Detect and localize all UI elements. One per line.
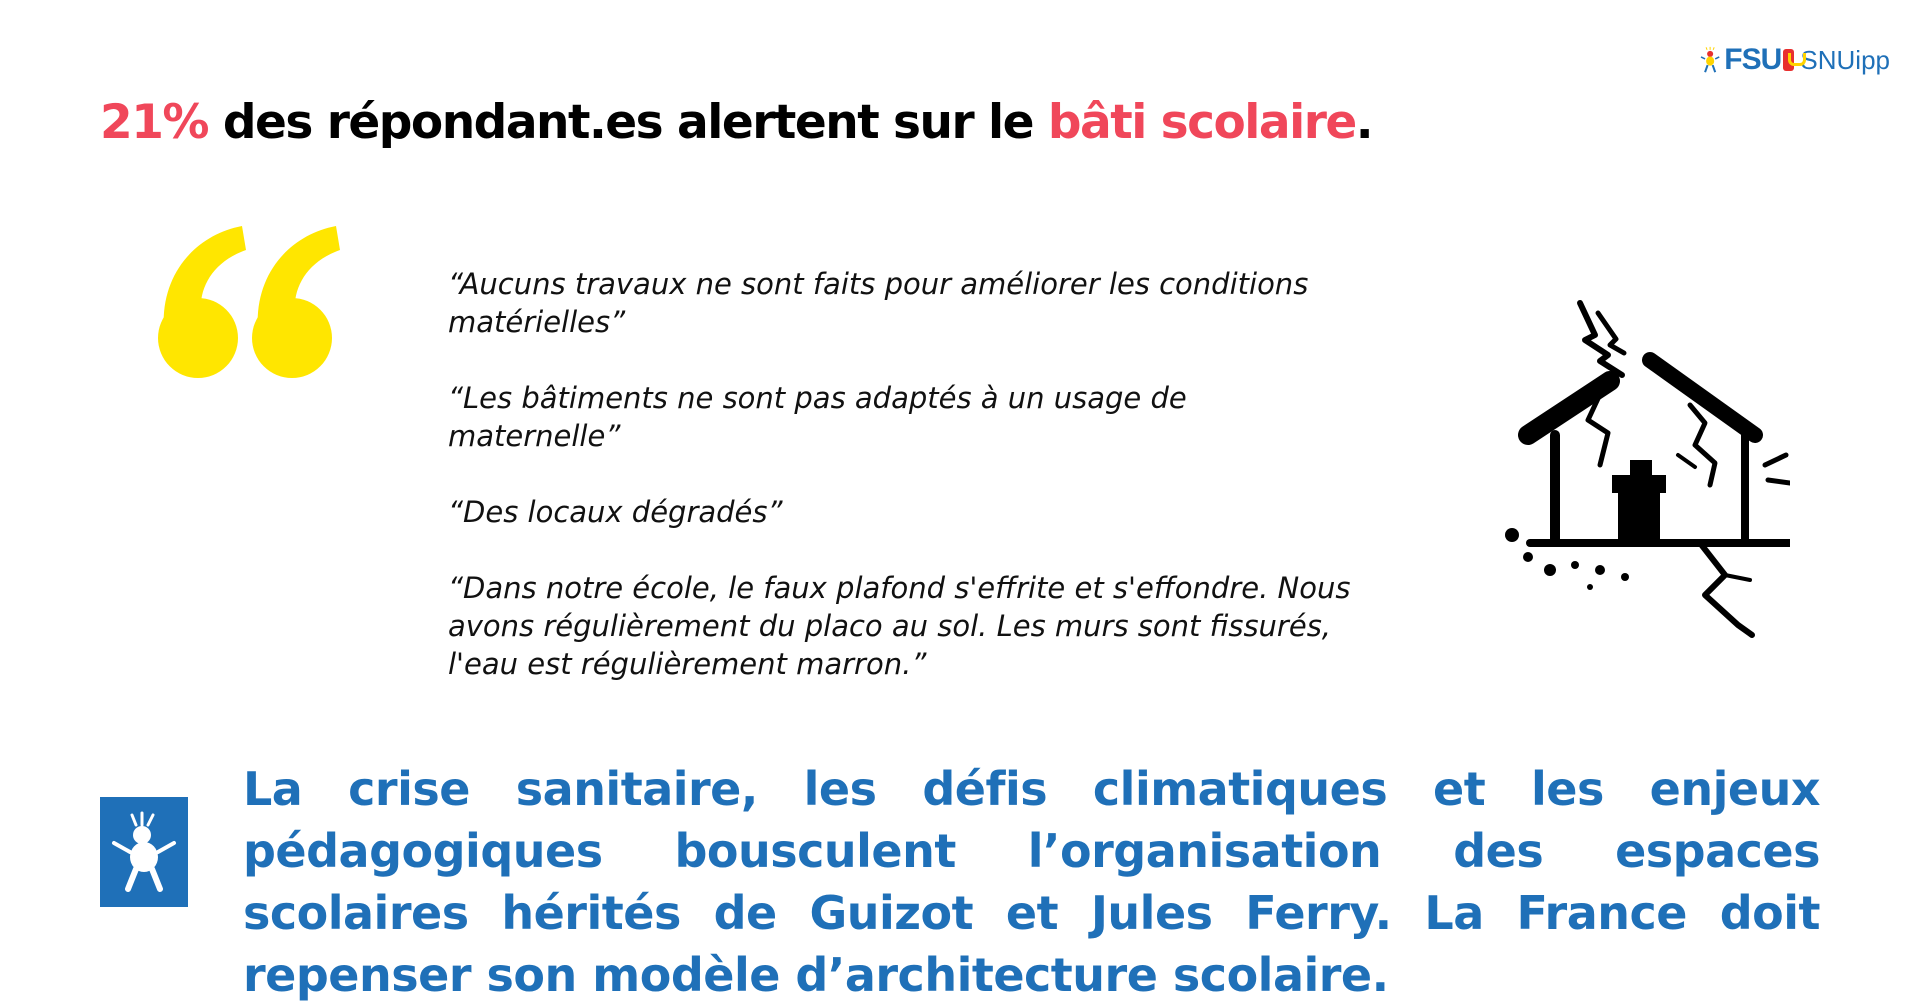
logo-snuipp-text: SNUipp xyxy=(1800,44,1890,75)
headline-topic: bâti scolaire xyxy=(1047,95,1356,150)
quote-item: “Les bâtiments ne sont pas adaptés à un usage de maternelle” xyxy=(448,381,1187,453)
cracked-house-icon xyxy=(1490,295,1790,645)
headline-stat: 21% xyxy=(100,95,208,150)
fsu-mascot-icon xyxy=(100,797,188,907)
closing-statement: La crise sanitaire, les défis climatiques et les enjeux pédagogiques bousculent l’organisation des espaces scolaires hérités de Guizot et Jules Ferry. La France doit repenser son modèle d’architecture scolaire. xyxy=(243,762,1820,1002)
logo-fsu-text: FSU xyxy=(1724,43,1782,76)
headline-end: . xyxy=(1355,95,1373,150)
fsu-mascot-badge xyxy=(100,797,188,907)
quote-item: “Dans notre école, le faux plafond s'effrite et s'effondre. Nous avons régulièrement du placo au sol. Les murs sont fissurés, l'eau est régulièrement marron.” xyxy=(448,571,1351,681)
fsu-snuipp-logo xyxy=(1700,30,1890,90)
fsu-mascot-icon xyxy=(1700,34,1720,86)
quote-item: “Des locaux dégradés” xyxy=(448,495,783,529)
page-title xyxy=(100,95,1600,150)
quote-item: “Aucuns travaux ne sont faits pour améliorer les conditions matérielles” xyxy=(448,267,1309,339)
quote-mark-icon xyxy=(150,220,340,400)
headline-middle: des répondant.es alertent sur le xyxy=(208,95,1048,150)
testimonial-quotes xyxy=(448,265,1368,721)
logo-u-badge xyxy=(1783,49,1794,71)
